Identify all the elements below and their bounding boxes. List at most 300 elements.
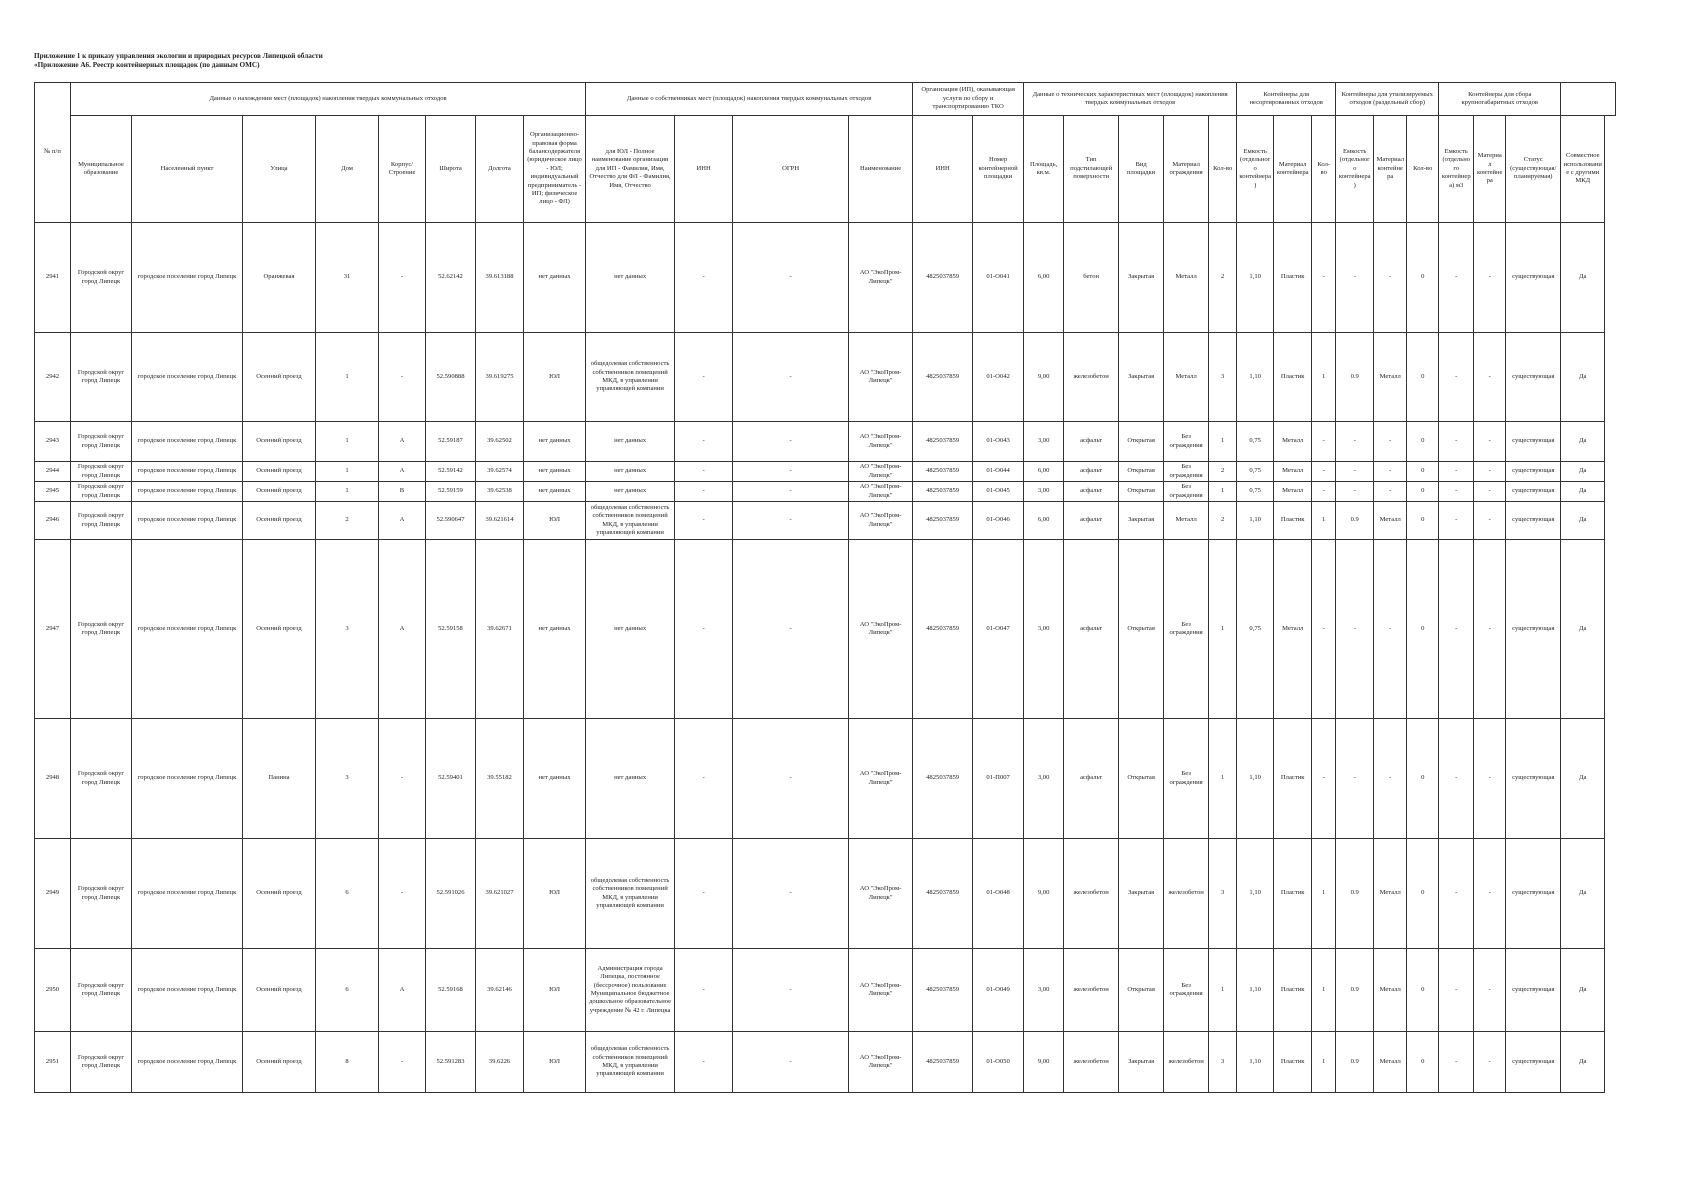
table-cell: общедолевая собственность собственников помещений МКД, в управлении управляющей компании: [586, 1032, 675, 1093]
table-cell: АО "ЭкоПром-Липецк": [849, 949, 913, 1032]
table-cell: городское поселение город Липецк: [132, 462, 243, 482]
table-cell: 0: [1407, 422, 1439, 462]
table-cell: -: [733, 839, 849, 949]
table-cell: 3,00: [1024, 482, 1064, 502]
table-cell: нет данных: [586, 482, 675, 502]
table-cell: 01-О050: [973, 1032, 1024, 1093]
table-cell: железобетон: [1164, 1032, 1209, 1093]
table-cell: -: [1312, 540, 1336, 719]
table-row: [35, 949, 1616, 1032]
table-cell: 1: [316, 422, 379, 462]
table-cell: 4825037859: [913, 333, 973, 422]
table-cell: существующая: [1506, 223, 1561, 333]
table-cell: Городской округ город Липецк: [71, 1032, 132, 1093]
table-cell: нет данных: [524, 223, 586, 333]
column-header: Широта: [426, 116, 476, 223]
table-cell: Осенний проезд: [243, 839, 316, 949]
table-cell: 1: [316, 333, 379, 422]
table-cell: 52.59158: [426, 540, 476, 719]
table-cell: 39.62574: [476, 462, 524, 482]
table-cell: В: [379, 482, 426, 502]
table-cell: 0: [1407, 839, 1439, 949]
table-row: [35, 462, 1616, 482]
column-header: Материал контейнера: [1474, 116, 1506, 223]
table-cell: Без ограждения: [1164, 719, 1209, 839]
table-cell: -: [379, 333, 426, 422]
table-cell: -: [1474, 422, 1506, 462]
table-cell: 0,75: [1237, 482, 1274, 502]
table-cell: -: [733, 1032, 849, 1093]
table-cell: 39.55182: [476, 719, 524, 839]
table-cell: Да: [1561, 1032, 1605, 1093]
table-cell: 3,00: [1024, 540, 1064, 719]
table-cell: железобетон: [1164, 839, 1209, 949]
table-cell: -: [1474, 719, 1506, 839]
table-cell: -: [1374, 422, 1407, 462]
table-cell: 0: [1407, 502, 1439, 540]
table-cell: -: [379, 1032, 426, 1093]
table-cell: Без ограждения: [1164, 949, 1209, 1032]
column-header: Материал контейнера: [1374, 116, 1407, 223]
table-cell: -: [1474, 949, 1506, 1032]
column-header: Населенный пункт: [132, 116, 243, 223]
table-cell: 3: [1209, 333, 1237, 422]
table-cell: 0,75: [1237, 422, 1274, 462]
page-title: [34, 52, 323, 70]
table-cell: 0: [1407, 333, 1439, 422]
table-cell: -: [1474, 839, 1506, 949]
table-cell: Закрытая: [1119, 223, 1164, 333]
table-cell: Металл: [1374, 839, 1407, 949]
table-body: [35, 223, 1616, 1093]
table-cell: асфальт: [1064, 482, 1119, 502]
column-header: Улица: [243, 116, 316, 223]
table-cell: 39.62146: [476, 949, 524, 1032]
table-cell: Пластик: [1274, 839, 1312, 949]
table-cell: Городской округ город Липецк: [71, 333, 132, 422]
table-cell: нет данных: [524, 482, 586, 502]
table-cell: Городской округ город Липецк: [71, 540, 132, 719]
table-cell: 2944: [35, 462, 71, 482]
table-cell: городское поселение город Липецк: [132, 502, 243, 540]
table-cell: 0: [1407, 1032, 1439, 1093]
table-cell: Металл: [1164, 502, 1209, 540]
table-cell: 01-О045: [973, 482, 1024, 502]
table-cell: -: [1439, 502, 1474, 540]
column-header: ИНН: [675, 116, 733, 223]
table-cell: 1: [1312, 839, 1336, 949]
table-cell: Да: [1561, 502, 1605, 540]
table-cell: 0.9: [1336, 502, 1374, 540]
table-cell: 2950: [35, 949, 71, 1032]
table-cell: Пластик: [1274, 719, 1312, 839]
table-cell: ЮЛ: [524, 949, 586, 1032]
column-header: Наименование: [849, 116, 913, 223]
table-cell: городское поселение город Липецк: [132, 482, 243, 502]
table-cell: 0.9: [1336, 839, 1374, 949]
table-cell: существующая: [1506, 462, 1561, 482]
table-cell: городское поселение город Липецк: [132, 223, 243, 333]
table-cell: -: [1474, 462, 1506, 482]
title-line-2: «Приложение А6. Реестр контейнерных площадок (по данным ОМС): [34, 61, 260, 69]
table-cell: 2949: [35, 839, 71, 949]
table-cell: Да: [1561, 719, 1605, 839]
table-cell: ЮЛ: [524, 502, 586, 540]
table-cell: -: [1336, 540, 1374, 719]
column-header: Корпус/Строение: [379, 116, 426, 223]
table-cell: 1,10: [1237, 1032, 1274, 1093]
table-cell: Открытая: [1119, 949, 1164, 1032]
table-cell: АО "ЭкоПром-Липецк": [849, 839, 913, 949]
table-cell: городское поселение город Липецк: [132, 540, 243, 719]
column-header: Организационно-правовая форма балансодержателя (юридическое лицо - ЮЛ; индивидуальный предприниматель - ИП; физическое лицо - ФЛ): [524, 116, 586, 223]
table-cell: -: [1439, 949, 1474, 1032]
table-cell: 39.613188: [476, 223, 524, 333]
header-group: [1561, 83, 1616, 116]
table-cell: 9,00: [1024, 1032, 1064, 1093]
table-cell: 1,10: [1237, 502, 1274, 540]
table-cell: Осенний проезд: [243, 422, 316, 462]
column-header: Материал ограждения: [1164, 116, 1209, 223]
column-header: Емкость (отдельного контейнера): [1237, 116, 1274, 223]
table-cell: -: [733, 482, 849, 502]
table-cell: 0: [1407, 462, 1439, 482]
table-cell: 6,00: [1024, 462, 1064, 482]
table-cell: 01-О043: [973, 422, 1024, 462]
table-cell: -: [733, 502, 849, 540]
table-cell: 6,00: [1024, 223, 1064, 333]
table-cell: 1: [1312, 1032, 1336, 1093]
table-cell: Да: [1561, 949, 1605, 1032]
table-row: [35, 1032, 1616, 1093]
header-group: Контейнеры для несортированных отходов: [1237, 83, 1336, 116]
table-cell: -: [1439, 719, 1474, 839]
table-cell: Да: [1561, 333, 1605, 422]
table-cell: -: [675, 223, 733, 333]
table-cell: Металл: [1274, 540, 1312, 719]
table-cell: 2951: [35, 1032, 71, 1093]
table-row: [35, 839, 1616, 949]
table-cell: 0: [1407, 540, 1439, 719]
table-cell: 0,75: [1237, 462, 1274, 482]
table-cell: существующая: [1506, 839, 1561, 949]
table-cell: Панина: [243, 719, 316, 839]
table-cell: бетон: [1064, 223, 1119, 333]
column-header: Емкость (отдельного контейнера): [1336, 116, 1374, 223]
table-cell: АО "ЭкоПром-Липецк": [849, 502, 913, 540]
table-cell: Открытая: [1119, 719, 1164, 839]
table-cell: общедолевая собственность собственников помещений МКД, в управлении управляющей компании: [586, 502, 675, 540]
table-cell: ЮЛ: [524, 839, 586, 949]
table-cell: 39.619275: [476, 333, 524, 422]
table-cell: нет данных: [586, 462, 675, 482]
table-cell: асфальт: [1064, 422, 1119, 462]
table-row: [35, 422, 1616, 462]
table-cell: АО "ЭкоПром-Липецк": [849, 422, 913, 462]
table-cell: Городской округ город Липецк: [71, 223, 132, 333]
table-cell: Да: [1561, 422, 1605, 462]
table-cell: асфальт: [1064, 719, 1119, 839]
table-cell: 3,00: [1024, 719, 1064, 839]
table-cell: существующая: [1506, 422, 1561, 462]
table-cell: -: [733, 223, 849, 333]
table-cell: 0: [1407, 223, 1439, 333]
table-cell: Городской округ город Липецк: [71, 502, 132, 540]
table-cell: Городской округ город Липецк: [71, 719, 132, 839]
column-header: Вид площадки: [1119, 116, 1164, 223]
table-cell: Осенний проезд: [243, 333, 316, 422]
table-cell: городское поселение город Липецк: [132, 1032, 243, 1093]
table-cell: Без ограждения: [1164, 422, 1209, 462]
table-cell: 4825037859: [913, 502, 973, 540]
table-cell: -: [1336, 462, 1374, 482]
table-cell: -: [1336, 422, 1374, 462]
table-cell: 1: [1312, 949, 1336, 1032]
table-cell: существующая: [1506, 1032, 1561, 1093]
table-cell: 0.9: [1336, 1032, 1374, 1093]
table-cell: Закрытая: [1119, 839, 1164, 949]
table-cell: Пластик: [1274, 333, 1312, 422]
table-cell: 1,10: [1237, 223, 1274, 333]
header-group: Контейнеры для сбора крупногабаритных отходов: [1439, 83, 1561, 116]
table-cell: 52.590888: [426, 333, 476, 422]
table-cell: Металл: [1164, 333, 1209, 422]
table-cell: Осенний проезд: [243, 462, 316, 482]
table-cell: -: [1439, 1032, 1474, 1093]
table-cell: Городской округ город Липецк: [71, 422, 132, 462]
table-cell: А: [379, 422, 426, 462]
table-cell: -: [675, 719, 733, 839]
table-cell: -: [1439, 839, 1474, 949]
table-cell: -: [675, 502, 733, 540]
table-cell: 1: [316, 482, 379, 502]
column-header: Кол-во: [1312, 116, 1336, 223]
table-cell: Городской округ город Липецк: [71, 839, 132, 949]
table-cell: 52.59401: [426, 719, 476, 839]
table-cell: 31: [316, 223, 379, 333]
table-cell: Без ограждения: [1164, 462, 1209, 482]
table-cell: городское поселение город Липецк: [132, 333, 243, 422]
table-cell: 9,00: [1024, 839, 1064, 949]
table-cell: 4825037859: [913, 422, 973, 462]
registry-table: [34, 82, 1616, 1093]
table-cell: 52.59159: [426, 482, 476, 502]
table-cell: -: [1312, 223, 1336, 333]
header-columns-row: [35, 116, 1616, 223]
table-cell: -: [379, 839, 426, 949]
table-cell: железобетон: [1064, 949, 1119, 1032]
table-cell: -: [675, 540, 733, 719]
table-cell: -: [675, 333, 733, 422]
table-cell: 1,10: [1237, 719, 1274, 839]
table-cell: 52.62142: [426, 223, 476, 333]
table-cell: существующая: [1506, 540, 1561, 719]
table-cell: 1: [1209, 422, 1237, 462]
table-cell: 4825037859: [913, 1032, 973, 1093]
table-cell: 2943: [35, 422, 71, 462]
table-cell: 2: [316, 502, 379, 540]
table-cell: 4825037859: [913, 839, 973, 949]
title-line-1: Приложение 1 к приказу управления экологии и природных ресурсов Липецкой области: [34, 52, 323, 60]
header-group: Данные о технических характеристиках мест (площадок) накопления твердых коммунальных отходов: [1024, 83, 1237, 116]
table-cell: городское поселение город Липецк: [132, 949, 243, 1032]
table-cell: 0: [1407, 719, 1439, 839]
table-cell: -: [675, 482, 733, 502]
table-cell: Администрация города Липецка, постоянное (бессрочное) пользование Муниципальное бюджетное дошкольное образовательное учреждение № 42 г. Липецка: [586, 949, 675, 1032]
table-cell: 01-О048: [973, 839, 1024, 949]
table-cell: 2946: [35, 502, 71, 540]
table-cell: -: [1439, 462, 1474, 482]
table-cell: Закрытая: [1119, 333, 1164, 422]
table-cell: 1: [1209, 540, 1237, 719]
table-cell: Металл: [1274, 462, 1312, 482]
table-cell: А: [379, 462, 426, 482]
table-cell: 1: [316, 462, 379, 482]
table-cell: 2: [1209, 502, 1237, 540]
table-row: [35, 719, 1616, 839]
table-cell: 6: [316, 839, 379, 949]
table-cell: АО "ЭкоПром-Липецк": [849, 462, 913, 482]
table-cell: -: [733, 333, 849, 422]
table-cell: 2941: [35, 223, 71, 333]
table-cell: Городской округ город Липецк: [71, 482, 132, 502]
table-cell: -: [1336, 223, 1374, 333]
column-header: Тип подстилающей поверхности: [1064, 116, 1119, 223]
column-header: Материал контейнера: [1274, 116, 1312, 223]
table-cell: существующая: [1506, 502, 1561, 540]
table-cell: Металл: [1374, 502, 1407, 540]
table-row: [35, 223, 1616, 333]
table-cell: 6,00: [1024, 502, 1064, 540]
table-cell: 39.62671: [476, 540, 524, 719]
header-row-number: № п/п: [35, 83, 71, 223]
table-cell: железобетон: [1064, 839, 1119, 949]
table-cell: -: [1439, 482, 1474, 502]
table-cell: городское поселение город Липецк: [132, 839, 243, 949]
header-group: Данные о собственниках мест (площадок) накопления твердых коммунальных отходов: [586, 83, 913, 116]
table-cell: железобетон: [1064, 333, 1119, 422]
table-cell: городское поселение город Липецк: [132, 719, 243, 839]
table-cell: Пластик: [1274, 1032, 1312, 1093]
table-cell: Металл: [1374, 333, 1407, 422]
table-cell: 01-О049: [973, 949, 1024, 1032]
table-cell: 2942: [35, 333, 71, 422]
table-cell: Да: [1561, 223, 1605, 333]
header-group-row: [35, 83, 1616, 116]
table-cell: -: [675, 949, 733, 1032]
table-cell: Оранжевая: [243, 223, 316, 333]
table-cell: 1: [1209, 482, 1237, 502]
table-cell: -: [675, 1032, 733, 1093]
column-header: Долгота: [476, 116, 524, 223]
column-header: Совместное использование с другими МКД: [1561, 116, 1605, 223]
table-cell: -: [1474, 223, 1506, 333]
table-cell: -: [733, 422, 849, 462]
table-cell: нет данных: [524, 540, 586, 719]
table-cell: -: [1336, 719, 1374, 839]
table-cell: Осенний проезд: [243, 1032, 316, 1093]
table-cell: Осенний проезд: [243, 482, 316, 502]
table-cell: 01-О041: [973, 223, 1024, 333]
header-group: Организация (ИП), оказывающая услуги по сбору и транспортированию ТКО: [913, 83, 1024, 116]
table-cell: 01-П007: [973, 719, 1024, 839]
column-header: Кол-во: [1209, 116, 1237, 223]
table-cell: Осенний проезд: [243, 502, 316, 540]
table-cell: АО "ЭкоПром-Липецк": [849, 482, 913, 502]
table-cell: 2945: [35, 482, 71, 502]
table-cell: железобетон: [1064, 1032, 1119, 1093]
table-cell: Закрытая: [1119, 502, 1164, 540]
table-row: [35, 540, 1616, 719]
header-group: Контейнеры для утилизируемых отходов (раздельный сбор): [1336, 83, 1439, 116]
table-cell: -: [1374, 462, 1407, 482]
table-cell: АО "ЭкоПром-Липецк": [849, 540, 913, 719]
table-cell: Осенний проезд: [243, 949, 316, 1032]
column-header: ОГРН: [733, 116, 849, 223]
table-cell: А: [379, 540, 426, 719]
column-header: Кол-во: [1407, 116, 1439, 223]
table-cell: существующая: [1506, 333, 1561, 422]
table-cell: Открытая: [1119, 482, 1164, 502]
table-cell: 1: [1209, 719, 1237, 839]
table-cell: -: [675, 422, 733, 462]
table-cell: Городской округ город Липецк: [71, 949, 132, 1032]
table-cell: -: [733, 462, 849, 482]
table-cell: асфальт: [1064, 502, 1119, 540]
table-cell: 01-О044: [973, 462, 1024, 482]
table-cell: ЮЛ: [524, 333, 586, 422]
table-cell: Да: [1561, 540, 1605, 719]
table-cell: 4825037859: [913, 540, 973, 719]
table-cell: 52.591026: [426, 839, 476, 949]
table-cell: 4825037859: [913, 719, 973, 839]
table-cell: нет данных: [524, 719, 586, 839]
table-cell: Городской округ город Липецк: [71, 462, 132, 482]
table-cell: 1: [1209, 949, 1237, 1032]
table-cell: 2: [1209, 223, 1237, 333]
table-cell: 01-О042: [973, 333, 1024, 422]
table-cell: ЮЛ: [524, 1032, 586, 1093]
table-cell: 9,00: [1024, 333, 1064, 422]
table-row: [35, 482, 1616, 502]
table-cell: 3: [316, 540, 379, 719]
table-cell: Открытая: [1119, 422, 1164, 462]
table-cell: АО "ЭкоПром-Липецк": [849, 1032, 913, 1093]
table-cell: -: [1312, 462, 1336, 482]
column-header: Статус (существующая/планируемая): [1506, 116, 1561, 223]
table-cell: -: [1474, 1032, 1506, 1093]
table-cell: -: [1312, 719, 1336, 839]
table-cell: -: [1374, 719, 1407, 839]
table-cell: Открытая: [1119, 540, 1164, 719]
table-cell: 1,10: [1237, 949, 1274, 1032]
table-cell: асфальт: [1064, 462, 1119, 482]
column-header: Муниципальное образование: [71, 116, 132, 223]
table-cell: Без ограждения: [1164, 540, 1209, 719]
table-cell: Металл: [1274, 482, 1312, 502]
table-cell: 39.621614: [476, 502, 524, 540]
table-cell: АО "ЭкоПром-Липецк": [849, 223, 913, 333]
table-cell: -: [1474, 333, 1506, 422]
table-cell: 4825037859: [913, 949, 973, 1032]
table-cell: существующая: [1506, 482, 1561, 502]
table-cell: -: [379, 719, 426, 839]
table-cell: 52.591283: [426, 1032, 476, 1093]
table-cell: общедолевая собственность собственников помещений МКД, в управлении управляющей компании: [586, 333, 675, 422]
table-cell: 3,00: [1024, 949, 1064, 1032]
table-cell: -: [733, 949, 849, 1032]
table-cell: 3: [1209, 839, 1237, 949]
